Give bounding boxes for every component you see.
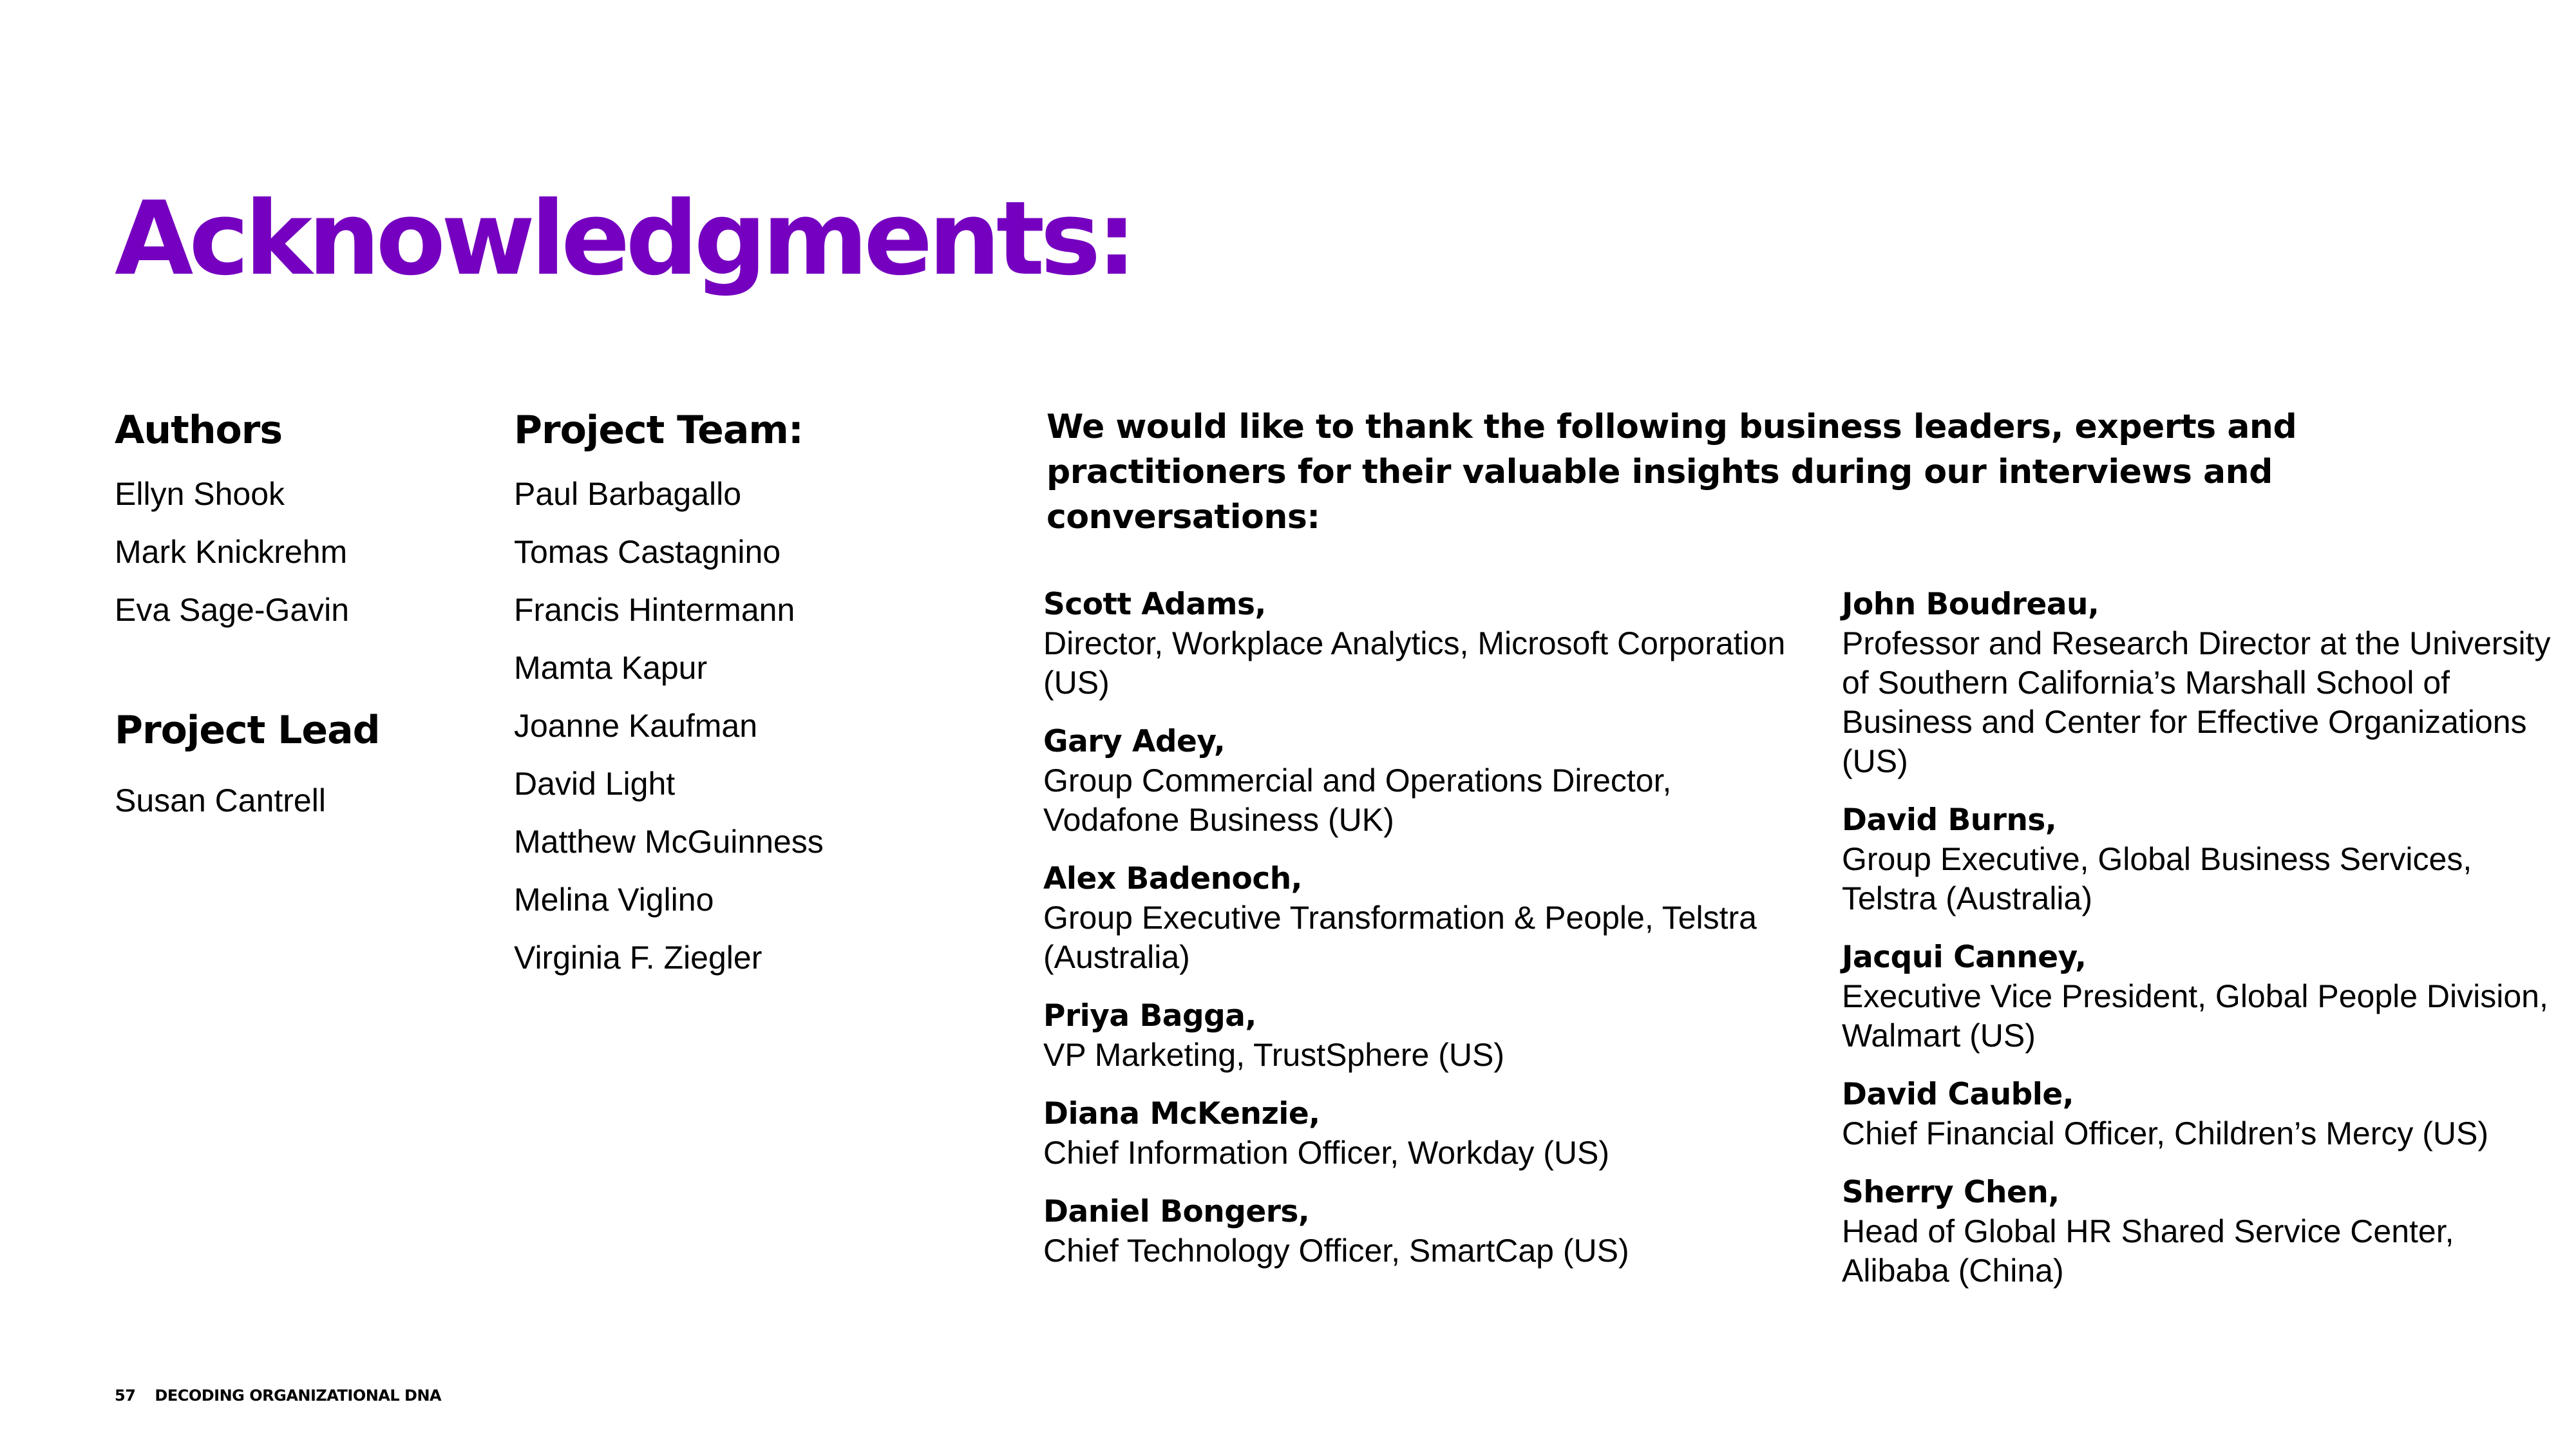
project-lead-name: Susan Cantrell <box>115 782 326 819</box>
document-title: DECODING ORGANIZATIONAL DNA <box>155 1387 442 1405</box>
contact-entry <box>1043 859 1803 977</box>
contact-entry <box>1842 1173 2563 1291</box>
contact-name: Gary Adey, <box>1043 724 1226 759</box>
contact-entry <box>1842 800 2563 918</box>
contact-name: Priya Bagga, <box>1043 998 1256 1034</box>
contact-entry <box>1842 1075 2563 1153</box>
contact-role: VP Marketing, TrustSphere (US) <box>1043 1037 1505 1073</box>
contact-role: Professor and Research Director at the University of Southern California’s Marshall School of Business and Center for Effective Organizations (US) <box>1842 625 2551 779</box>
contact-entry <box>1043 1192 1803 1271</box>
page-footer <box>115 1386 441 1405</box>
team-member-name: Mamta Kapur <box>514 650 708 686</box>
contact-name: Scott Adams, <box>1043 587 1266 622</box>
project-team-list <box>514 465 1029 987</box>
team-member-name: Tomas Castagnino <box>514 534 781 570</box>
contacts-left-column <box>1043 585 1803 1290</box>
contact-entry <box>1842 938 2563 1056</box>
contact-role: Chief Financial Officer, Children’s Mercy (US) <box>1842 1115 2489 1151</box>
project-team-section <box>514 408 1029 987</box>
contact-role: Head of Global HR Shared Service Center, Alibaba (China) <box>1842 1213 2454 1289</box>
contact-entry <box>1043 1094 1803 1173</box>
page-number: 57 <box>115 1387 136 1405</box>
team-member-name: Virginia F. Ziegler <box>514 940 762 976</box>
contact-role: Director, Workplace Analytics, Microsoft Corporation (US) <box>1043 625 1786 701</box>
page-title: Acknowledgments: <box>115 180 1133 298</box>
team-member-name: Matthew McGuinness <box>514 824 824 860</box>
project-lead-list <box>115 772 475 829</box>
author-name: Mark Knickrehm <box>115 534 348 570</box>
authors-heading: Authors <box>115 408 283 453</box>
project-lead-heading: Project Lead <box>115 708 380 753</box>
author-name: Eva Sage-Gavin <box>115 592 350 628</box>
contact-entry <box>1043 996 1803 1075</box>
contact-name: David Cauble, <box>1842 1077 2074 1112</box>
team-member-name: Melina Viglino <box>514 882 714 918</box>
contact-name: Daniel Bongers, <box>1043 1194 1310 1229</box>
contact-role: Chief Technology Officer, SmartCap (US) <box>1043 1233 1629 1269</box>
contacts-right-column <box>1842 585 2563 1310</box>
contact-role: Group Executive Transformation & People, Telstra (Australia) <box>1043 900 1757 975</box>
contact-name: John Boudreau, <box>1842 587 2099 622</box>
contact-name: Diana McKenzie, <box>1043 1096 1320 1132</box>
author-name: Ellyn Shook <box>115 476 285 512</box>
contact-role: Chief Information Officer, Workday (US) <box>1043 1135 1610 1171</box>
thanks-intro: We would like to thank the following business leaders, experts and practitioners for their valuable insights during our interviews and conversations: <box>1046 408 2297 536</box>
contact-entry <box>1842 585 2563 781</box>
contact-name: Alex Badenoch, <box>1043 861 1303 896</box>
project-lead-section <box>115 708 475 829</box>
contact-role: Group Commercial and Operations Director, Vodafone Business (UK) <box>1043 762 1672 838</box>
contact-entry <box>1043 585 1803 703</box>
contact-name: Jacqui Canney, <box>1842 940 2087 975</box>
contact-name: Sherry Chen, <box>1842 1175 2060 1210</box>
contact-role: Executive Vice President, Global People Division, Walmart (US) <box>1842 978 2548 1054</box>
team-member-name: David Light <box>514 766 676 802</box>
authors-section <box>115 408 475 639</box>
contact-entry <box>1043 722 1803 840</box>
contact-name: David Burns, <box>1842 802 2057 838</box>
team-member-name: Francis Hintermann <box>514 592 795 628</box>
team-member-name: Joanne Kaufman <box>514 708 758 744</box>
authors-list <box>115 465 475 639</box>
project-team-heading: Project Team: <box>514 408 803 453</box>
contact-role: Group Executive, Global Business Services, Telstra (Australia) <box>1842 841 2472 916</box>
team-member-name: Paul Barbagallo <box>514 476 742 512</box>
